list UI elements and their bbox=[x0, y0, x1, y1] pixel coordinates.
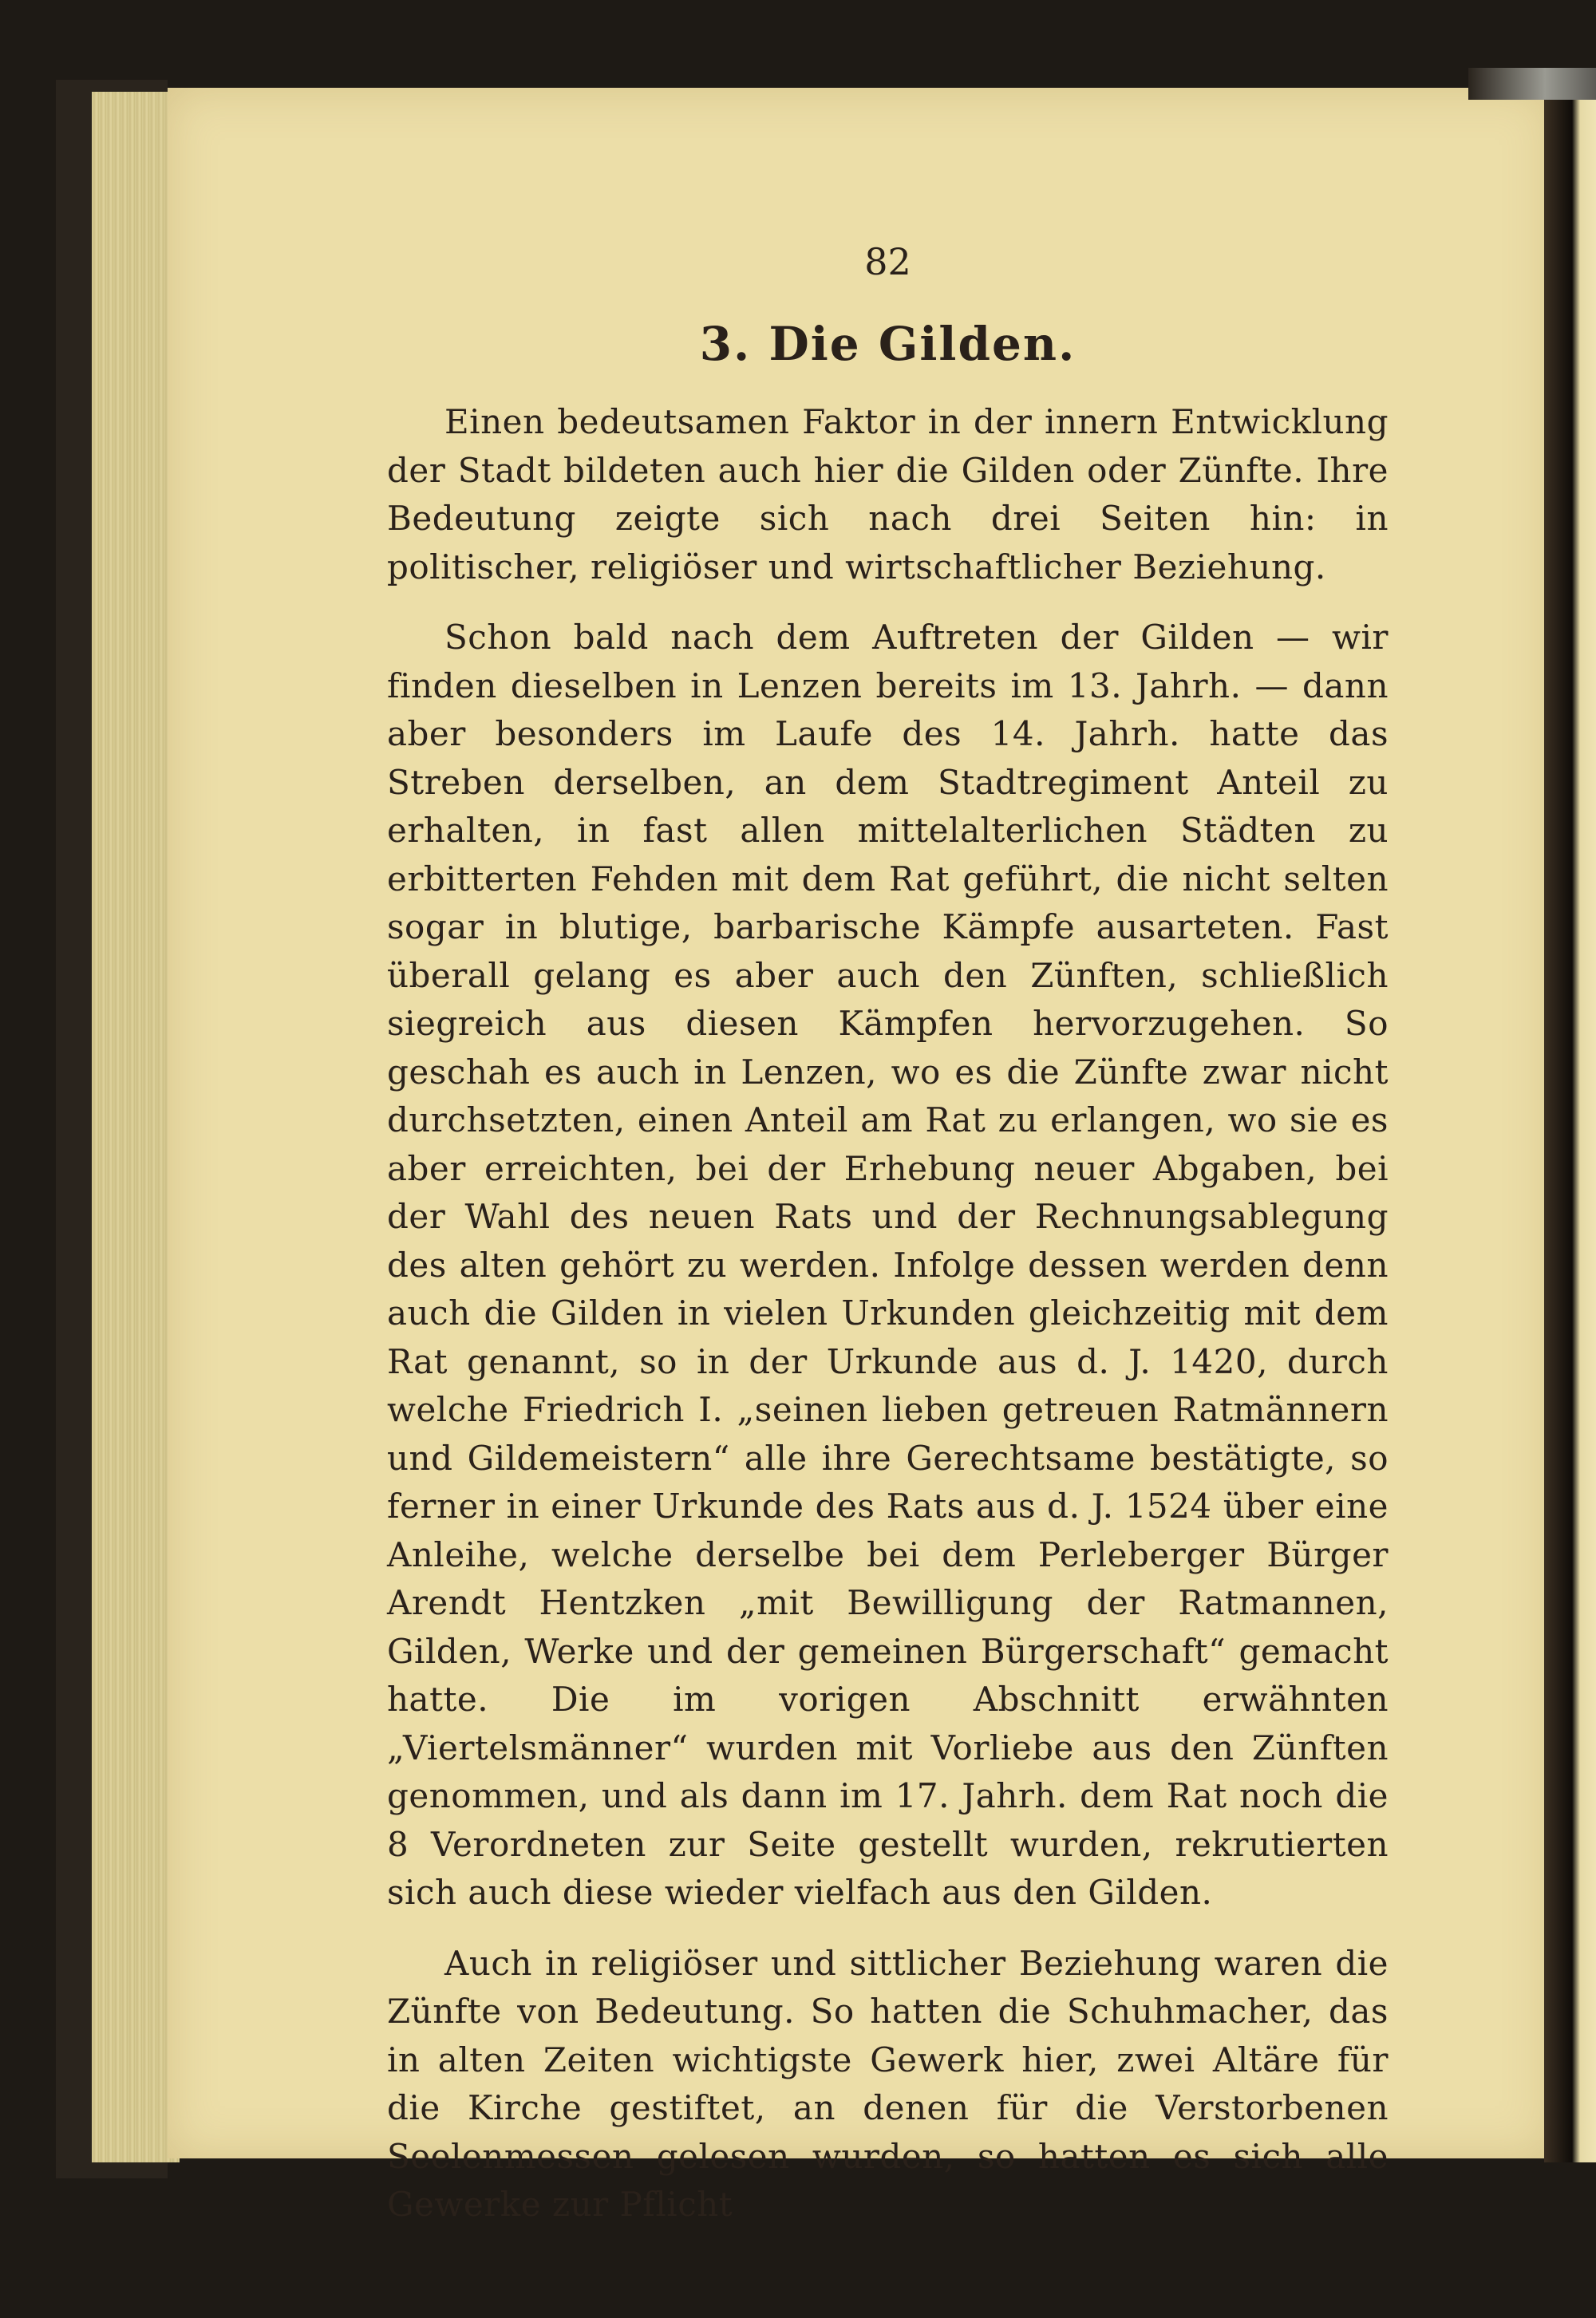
page-gutter bbox=[1544, 100, 1596, 2162]
paragraph-3: Auch in religiöser und sittlicher Beziehung waren die Zünfte von Bedeutung. So hatten die Schuhmacher, das in alten Zeiten wichtigste Gewerk hier, zwei Altäre für die Kirche gestiftet, an denen für die Verstorbenen Seelenmessen gelesen wurden, so hatten es sich alle Gewerke zur Pflicht bbox=[387, 1943, 1389, 2224]
paragraph-2: Schon bald nach dem Auftreten der Gilden — wir finden dieselben in Lenzen bereits im 13. Jahrh. — dann aber besonders im Laufe des 14. Jahrh. hatte das Streben derselben, an dem Stadtregiment Anteil zu erhalten, in fast allen mittelalterlichen Städten zu erbitterten Fehden mit dem Rat geführt, die nicht selten sogar in blutige, barbarische Kämpfe ausarteten. Fast überall gelang es aber auch den Zünften, schließlich siegreich aus diesen Kämpfen hervorzugehen. So geschah es auch in Lenzen, wo es die Zünfte zwar nicht durchsetzten, einen Anteil am Rat zu erlangen, wo sie es aber erreichten, bei der Erhebung neuer Abgaben, bei der Wahl des neuen Rats und der Rechnungsablegung des alten gehört zu werden. Infolge dessen werden denn auch die Gilden in vielen Urkunden gleichzeitig mit dem Rat genannt, so in der Urkunde aus d. J. 1420, durch welche Friedrich I. „seinen lieben getreuen Ratmännern und Gildemeistern“ alle ihre Gerechtsame bestätigte, so ferner in einer Urkunde des Rats aus d. J. 1524 über eine Anleihe, welche derselbe bei dem Perleberger Bürger Arendt Hentzken „mit Bewilligung der Ratmannen, Gilden, Werke und der gemeinen Bürgerschaft“ gemacht hatte. Die im vorigen Abschnitt erwähnten „Viertelsmänner“ wurden mit Vorliebe aus den Zünften genommen, und als dann im 17. Jahrh. dem Rat noch die 8 Verordneten zur Seite gestellt wurden, rekrutierten sich auch diese wieder vielfach aus den Gilden. bbox=[387, 618, 1389, 1912]
text-block bbox=[387, 231, 1389, 2229]
paragraph-1: Einen bedeutsamen Faktor in der innern Entwicklung der Stadt bildeten auch hier die Gilden oder Zünfte. Ihre Bedeutung zeigte sich nach drei Seiten hin: in politischer, religiöser und wirtschaftlicher Beziehung. bbox=[387, 402, 1389, 586]
book-spine-top bbox=[1468, 68, 1596, 100]
page-stack-edges bbox=[92, 92, 180, 2162]
chapter-title: 3. Die Gilden. bbox=[699, 317, 1077, 371]
page-number: 82 bbox=[864, 240, 911, 283]
